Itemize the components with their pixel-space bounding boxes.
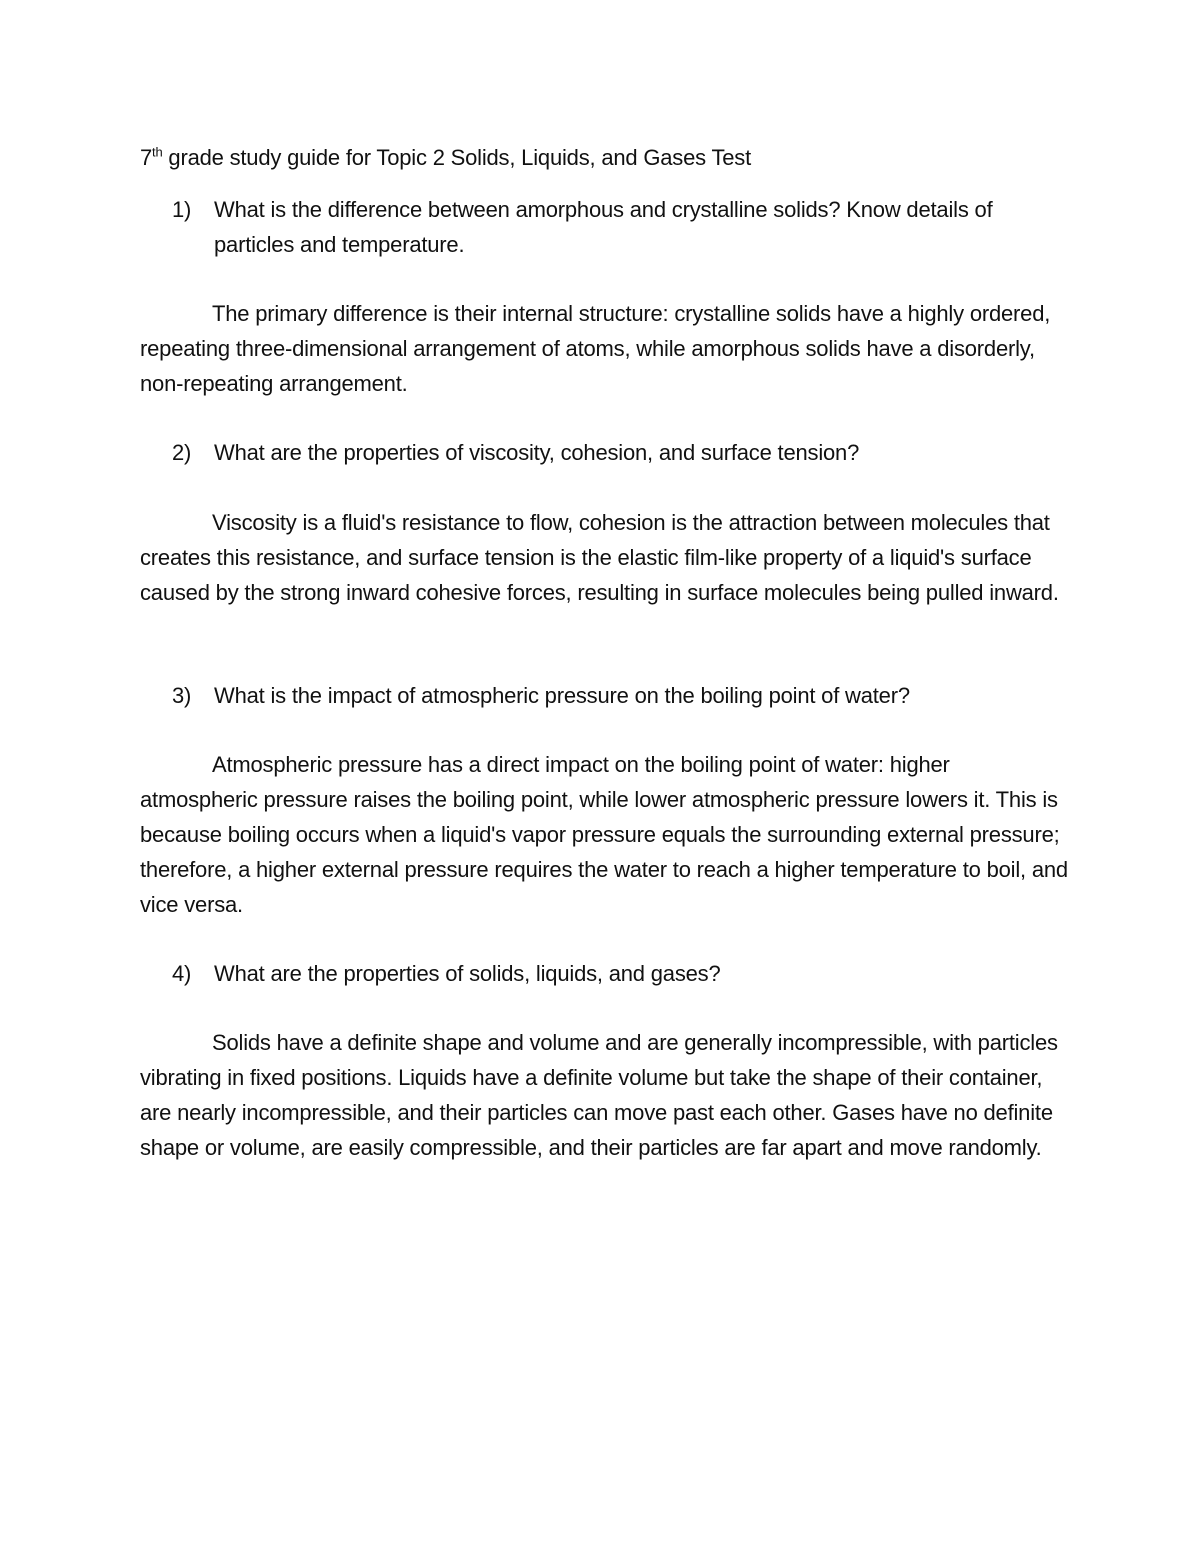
question-4 — [172, 956, 1072, 991]
question-number: 1) — [172, 197, 192, 222]
answer-1: The primary difference is their internal structure: crystalline solids have a highly ordered, repeating three-dimensional arrangement of atoms, while amorphous solids have a disorderly, non-repeating arrangement. — [140, 301, 1051, 396]
question-number: 3) — [172, 683, 192, 708]
document-title — [140, 140, 751, 175]
answer-3: Atmospheric pressure has a direct impact on the boiling point of water: higher atmospheric pressure raises the boiling point, while lower atmospheric pressure lowers it. This is because boiling occurs when a liquid's vapor pressure equals the surrounding external pressure; therefore, a higher external pressure requires the water to reach a higher temperature to boil, and vice versa. — [140, 752, 1068, 917]
question-text: What is the difference between amorphous and crystalline solids? Know details of particles and temperature. — [214, 197, 993, 257]
question-number: 4) — [172, 961, 192, 986]
question-text: What are the properties of viscosity, cohesion, and surface tension? — [214, 440, 860, 465]
question-number: 2) — [172, 440, 192, 465]
title-grade-number: 7 — [140, 145, 153, 170]
question-1 — [172, 192, 1072, 262]
title-text: grade study guide for Topic 2 Solids, Liquids, and Gases Test — [162, 145, 751, 170]
answer-4: Solids have a definite shape and volume and are generally incompressible, with particles vibrating in fixed positions. Liquids have a definite volume but take the shape of their container, are nearly incompressible, and their particles can move past each other. Gases have no definite shape or volume, are easily compressible, and their particles are far apart and move randomly. — [140, 1030, 1058, 1160]
answer-2: Viscosity is a fluid's resistance to flow, cohesion is the attraction between molecules that creates this resistance, and surface tension is the elastic film-like property of a liquid's surface caused by the strong inward cohesive forces, resulting in surface molecules being pulled inward. — [140, 510, 1059, 605]
question-3 — [172, 678, 1072, 713]
question-text: What is the impact of atmospheric pressure on the boiling point of water? — [214, 683, 910, 708]
question-text: What are the properties of solids, liquids, and gases? — [214, 961, 721, 986]
title-ordinal-suffix: th — [152, 144, 163, 160]
question-2 — [172, 435, 1072, 470]
